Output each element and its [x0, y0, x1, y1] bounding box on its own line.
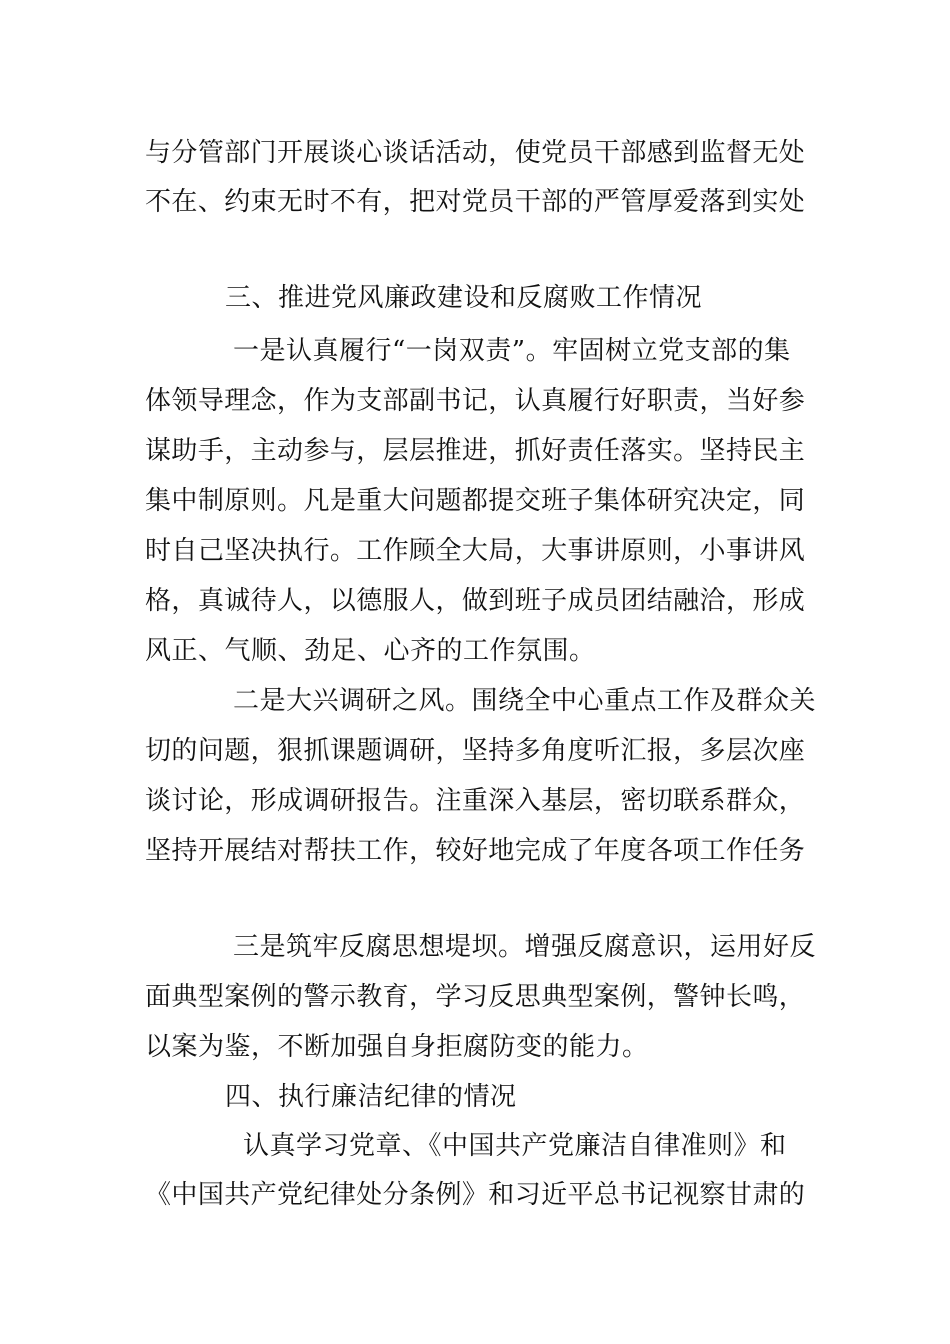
text-line: 时 自 己 坚 决 执 行 。 工 作 顾 全 大 局 ， 大 事 讲 原 则 ， 小 事 讲 风: [145, 536, 805, 566]
text-line: 不 在 、 约 束 无 时 不 有 ， 把 对 党 员 干 部 的 严 管 厚 爱 落 到 实 处: [145, 187, 805, 217]
text-line: 《 中 国 共 产 党 纪 律 处 分 条 例 》 和 习 近 平 总 书 记 视 察 甘 肃 的: [145, 1180, 805, 1210]
text-line: 谋 助 手 ， 主 动 参 与 ， 层 层 推 进 ， 抓 好 责 任 落 实 。 坚 持 民 主: [145, 436, 805, 466]
text-line: 坚 持 开 展 结 对 帮 扶 工 作 ， 较 好 地 完 成 了 年 度 各 项 工 作 任 务: [145, 836, 805, 866]
text-line: 集 中 制 原 则 。 凡 是 重 大 问 题 都 提 交 班 子 集 体 研 究 决 定 ， 同: [145, 486, 805, 516]
text-line: 三是筑牢反腐思想堤坝。增强反腐意识，运用好反: [233, 932, 817, 962]
text-line: 与 分 管 部 门 开 展 谈 心 谈 话 活 动 ， 使 党 员 干 部 感 到 监 督 无 处: [145, 138, 805, 168]
text-line: 面 典 型 案 例 的 警 示 教 育 ， 学 习 反 思 典 型 案 例 ， 警 钟 长 鸣 ，: [145, 982, 805, 1012]
text-line: 以案为鉴，不断加强自身拒腐防变的能力。: [145, 1032, 649, 1062]
text-line: 切 的 问 题 ， 狠 抓 课 题 调 研 ， 坚 持 多 角 度 听 汇 报 ， 多 层 次 座: [145, 736, 805, 766]
text-line: 谈 讨 论 ， 形 成 调 研 报 告 。 注 重 深 入 基 层 ， 密 切 联 系 群 众 ，: [145, 786, 805, 816]
section-heading: 三、推进党风廉政建设和反腐败工作情况: [225, 283, 703, 313]
text-line: 体 领 导 理 念 ， 作 为 支 部 副 书 记 ， 认 真 履 行 好 职 责 ， 当 好 参: [145, 386, 805, 416]
text-line: 认真学习党章、《中国共产党廉洁自律准则》和: [243, 1131, 787, 1161]
text-line: 二是大兴调研之风。围绕全中心重点工作及群众关: [233, 686, 817, 716]
section-heading: 四、执行廉洁纪律的情况: [225, 1082, 517, 1112]
text-line: 风正、气顺、劲足、心齐的工作氛围。: [145, 636, 596, 666]
text-line: 格 ， 真 诚 待 人 ， 以 德 服 人 ， 做 到 班 子 成 员 团 结 融 洽 ， 形 成: [145, 586, 805, 616]
text-line: 一是认真履行“一岗双责”。牢固树立党支部的集: [233, 336, 791, 366]
